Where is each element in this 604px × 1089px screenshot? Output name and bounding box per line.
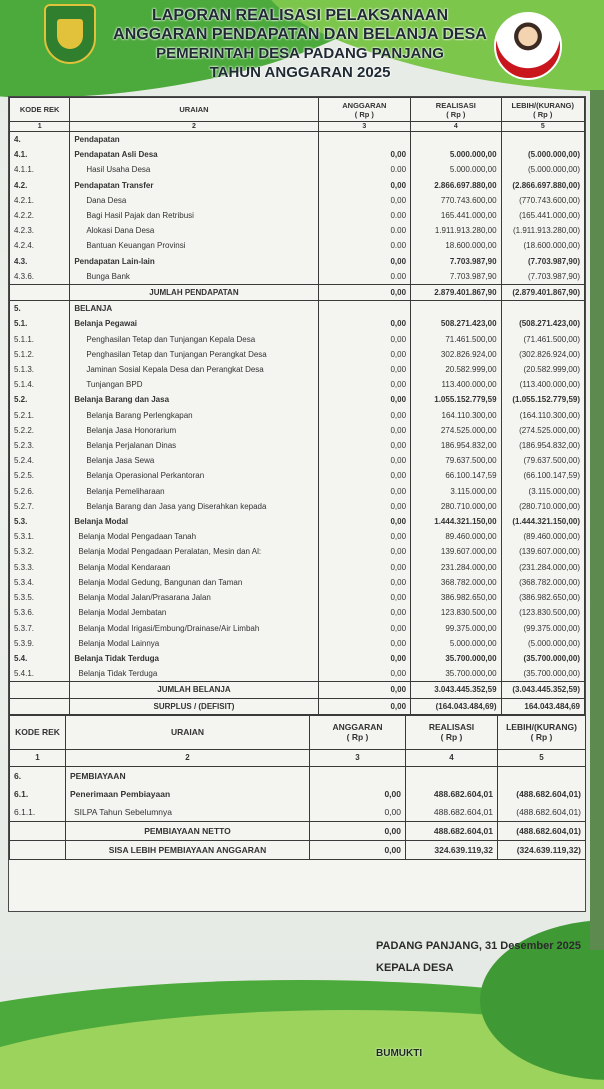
row-budget: 0,00: [318, 651, 410, 666]
header-number-5: 5: [501, 122, 584, 132]
row-budget: [318, 301, 410, 317]
row-budget: 0,00: [318, 316, 410, 331]
table-row: [10, 347, 585, 362]
row-realization: 7.703.987,90: [411, 254, 501, 269]
table-row: [10, 621, 585, 636]
row-difference: (1.055.152.779,59): [501, 392, 584, 407]
row-code: 5.1.: [10, 316, 70, 331]
row-description: PEMBIAYAAN NETTO: [66, 821, 310, 840]
row-budget: 0.00: [318, 269, 410, 285]
table-row: [10, 666, 585, 682]
row-difference: (35.700.000,00): [501, 651, 584, 666]
row-difference: (386.982.650,00): [501, 590, 584, 605]
table-row: [10, 529, 585, 544]
financing-table: [9, 715, 586, 860]
row-budget: 0,00: [318, 666, 410, 682]
row-difference: (18.600.000,00): [501, 238, 584, 253]
row-budget: 0,00: [318, 575, 410, 590]
row-difference: (7.703.987,90): [501, 269, 584, 285]
row-description: Penghasilan Tetap dan Tunjangan Kepala Desa: [70, 332, 318, 347]
row-budget: 0,00: [318, 392, 410, 407]
row-difference: 164.043.484,69: [501, 698, 584, 714]
row-description: JUMLAH BELANJA: [70, 682, 318, 698]
row-difference: (164.110.300,00): [501, 408, 584, 423]
row-code: 4.3.6.: [10, 269, 70, 285]
row-description: Jaminan Sosial Kepala Desa dan Perangkat Desa: [70, 362, 318, 377]
signature-position: KEPALA DESA: [376, 962, 454, 974]
row-realization: 89.460.000,00: [411, 529, 501, 544]
row-difference: (66.100.147,59): [501, 468, 584, 483]
row-description: Penerimaan Pembiayaan: [66, 785, 310, 803]
row-difference: [498, 766, 586, 785]
row-realization: 35.700.000,00: [411, 651, 501, 666]
row-difference: (488.682.604,01): [498, 803, 586, 822]
row-realization: 71.461.500,00: [411, 332, 501, 347]
row-budget: 0,00: [318, 347, 410, 362]
header-anggaran: ANGGARAN ( Rp ): [310, 715, 406, 749]
row-description: Bunga Bank: [70, 269, 318, 285]
total-row: [10, 682, 585, 698]
row-description: BELANJA: [70, 301, 318, 317]
row-difference: (20.582.999,00): [501, 362, 584, 377]
table-row: [10, 803, 586, 822]
table-row: [10, 560, 585, 575]
row-code: 5.1.1.: [10, 332, 70, 347]
row-budget: 0.00: [318, 162, 410, 177]
row-budget: 0,00: [318, 193, 410, 208]
table-row: [10, 651, 585, 666]
table-row: [10, 178, 585, 193]
row-budget: 0,00: [318, 362, 410, 377]
table-row: [10, 162, 585, 177]
row-realization: 2.866.697.880,00: [411, 178, 501, 193]
row-budget: 0,00: [318, 544, 410, 559]
table-row: [10, 408, 585, 423]
row-realization: 3.043.445.352,59: [411, 682, 501, 698]
row-realization: 99.375.000,00: [411, 621, 501, 636]
row-description: Belanja Pemeliharaan: [70, 484, 318, 499]
row-realization: 274.525.000,00: [411, 423, 501, 438]
report-sheet: [8, 96, 586, 912]
row-realization: 231.284.000,00: [411, 560, 501, 575]
row-realization: 164.110.300,00: [411, 408, 501, 423]
row-description: Belanja Barang dan Jasa: [70, 392, 318, 407]
table-row: [10, 147, 585, 162]
table-row: [10, 332, 585, 347]
row-difference: (186.954.832,00): [501, 438, 584, 453]
row-code: 5.3.4.: [10, 575, 70, 590]
row-difference: (231.284.000,00): [501, 560, 584, 575]
row-code: 5.2.5.: [10, 468, 70, 483]
row-difference: (324.639.119,32): [498, 840, 586, 859]
row-budget: [318, 132, 410, 148]
row-code: 5.3.2.: [10, 544, 70, 559]
row-realization: 7.703.987,90: [411, 269, 501, 285]
row-realization: 508.271.423,00: [411, 316, 501, 331]
table-row: [10, 254, 585, 269]
row-budget: 0,00: [310, 785, 406, 803]
row-realization: [411, 301, 501, 317]
row-code: 5.2.4.: [10, 453, 70, 468]
row-realization: 186.954.832,00: [411, 438, 501, 453]
table-row: [10, 484, 585, 499]
row-budget: 0,00: [318, 423, 410, 438]
table-row: [10, 575, 585, 590]
row-description: SISA LEBIH PEMBIAYAAN ANGGARAN: [66, 840, 310, 859]
table-row: [10, 766, 586, 785]
row-code: 4.2.2.: [10, 208, 70, 223]
row-budget: [310, 766, 406, 785]
row-budget: 0,00: [318, 514, 410, 529]
row-code: [10, 698, 70, 714]
table-row: [10, 785, 586, 803]
table-row: [10, 316, 585, 331]
table-row: [10, 544, 585, 559]
row-difference: (5.000.000,00): [501, 147, 584, 162]
table-row: [10, 223, 585, 238]
row-budget: 0,00: [318, 484, 410, 499]
table-row: [10, 499, 585, 514]
row-description: Bantuan Keuangan Provinsi: [70, 238, 318, 253]
row-code: 4.1.1.: [10, 162, 70, 177]
row-difference: (508.271.423,00): [501, 316, 584, 331]
row-code: 4.: [10, 132, 70, 148]
row-difference: (35.700.000,00): [501, 666, 584, 682]
header-anggaran: ANGGARAN ( Rp ): [318, 98, 410, 122]
row-code: 5.4.1.: [10, 666, 70, 682]
row-realization: 3.115.000,00: [411, 484, 501, 499]
table-row: [10, 468, 585, 483]
signature-place-date: PADANG PANJANG, 31 Desember 2025: [376, 940, 582, 952]
row-code: 6.: [10, 766, 66, 785]
row-description: Pendapatan: [70, 132, 318, 148]
row-budget: 0,00: [310, 821, 406, 840]
table-row: [10, 362, 585, 377]
table-row: [10, 269, 585, 285]
surplus-row: [10, 698, 585, 714]
row-difference: (99.375.000,00): [501, 621, 584, 636]
row-description: Belanja Tidak Terduga: [70, 666, 318, 682]
header-kode: KODE REK: [10, 715, 66, 749]
header-number-2: 2: [66, 749, 310, 766]
row-description: Belanja Modal Pengadaan Peralatan, Mesin dan Al:: [70, 544, 318, 559]
row-budget: 0,00: [318, 178, 410, 193]
table-row: [10, 208, 585, 223]
row-budget: 0,00: [318, 377, 410, 392]
row-description: Belanja Modal: [70, 514, 318, 529]
row-budget: 0,00: [310, 803, 406, 822]
row-description: Belanja Pegawai: [70, 316, 318, 331]
total-row: [10, 285, 585, 301]
row-difference: (1.444.321.150,00): [501, 514, 584, 529]
village-head-photo-icon: [494, 12, 562, 80]
row-realization: 20.582.999,00: [411, 362, 501, 377]
row-realization: [406, 766, 498, 785]
row-realization: 165.441.000,00: [411, 208, 501, 223]
row-budget: 0,00: [318, 408, 410, 423]
regency-logo-icon: [44, 4, 96, 64]
row-code: 4.2.: [10, 178, 70, 193]
header-number-5: 5: [498, 749, 586, 766]
silpa-row: [10, 840, 586, 859]
row-description: Belanja Barang dan Jasa yang Diserahkan kepada: [70, 499, 318, 514]
row-realization: [411, 132, 501, 148]
row-description: Pendapatan Asli Desa: [70, 147, 318, 162]
row-realization: 66.100.147,59: [411, 468, 501, 483]
row-realization: 5.000.000,00: [411, 636, 501, 651]
row-realization: 488.682.604,01: [406, 821, 498, 840]
header-realisasi: REALISASI ( Rp ): [406, 715, 498, 749]
row-description: Belanja Tidak Terduga: [70, 651, 318, 666]
table-row: [10, 423, 585, 438]
row-realization: 2.879.401.867,90: [411, 285, 501, 301]
report-title: [100, 6, 500, 82]
row-realization: 280.710.000,00: [411, 499, 501, 514]
row-budget: 0,00: [318, 529, 410, 544]
row-budget: 0.00: [318, 223, 410, 238]
row-description: Belanja Modal Irigasi/Embung/Drainase/Air Limbah: [70, 621, 318, 636]
row-difference: (139.607.000,00): [501, 544, 584, 559]
row-description: Penghasilan Tetap dan Tunjangan Perangkat Desa: [70, 347, 318, 362]
row-code: 5.: [10, 301, 70, 317]
header-realisasi: REALISASI ( Rp ): [411, 98, 501, 122]
row-realization: 488.682.604,01: [406, 785, 498, 803]
table-row: [10, 438, 585, 453]
row-code: [10, 285, 70, 301]
row-code: [10, 840, 66, 859]
header-uraian: URAIAN: [66, 715, 310, 749]
header-kode: KODE REK: [10, 98, 70, 122]
header-lebih: LEBIH/(KURANG) ( Rp ): [501, 98, 584, 122]
row-description: Bagi Hasil Pajak dan Retribusi: [70, 208, 318, 223]
table-row: [10, 301, 585, 317]
header-number-1: 1: [10, 122, 70, 132]
row-difference: (1.911.913.280,00): [501, 223, 584, 238]
row-budget: 0,00: [318, 453, 410, 468]
row-code: 5.3.1.: [10, 529, 70, 544]
row-budget: 0,00: [318, 682, 410, 698]
row-description: Belanja Modal Lainnya: [70, 636, 318, 651]
row-realization: 1.055.152.779,59: [411, 392, 501, 407]
row-description: Pendapatan Lain-lain: [70, 254, 318, 269]
row-code: 5.3.5.: [10, 590, 70, 605]
table-row: [10, 514, 585, 529]
row-description: Tunjangan BPD: [70, 377, 318, 392]
row-budget: 0.00: [318, 208, 410, 223]
row-code: 5.1.4.: [10, 377, 70, 392]
row-budget: 0,00: [318, 468, 410, 483]
table-row: [10, 590, 585, 605]
total-row: [10, 821, 586, 840]
row-realization: 35.700.000,00: [411, 666, 501, 682]
banner-header: [0, 0, 604, 95]
row-realization: 386.982.650,00: [411, 590, 501, 605]
row-realization: 5.000.000,00: [411, 147, 501, 162]
header-number-3: 3: [318, 122, 410, 132]
row-difference: (3.115.000,00): [501, 484, 584, 499]
row-code: 5.4.: [10, 651, 70, 666]
row-difference: (368.782.000,00): [501, 575, 584, 590]
row-difference: (770.743.600,00): [501, 193, 584, 208]
header-lebih: LEBIH/(KURANG) ( Rp ): [498, 715, 586, 749]
row-description: JUMLAH PENDAPATAN: [70, 285, 318, 301]
row-realization: 5.000.000,00: [411, 162, 501, 177]
row-code: 5.3.6.: [10, 605, 70, 620]
row-realization: 18.600.000,00: [411, 238, 501, 253]
row-difference: (488.682.604,01): [498, 785, 586, 803]
row-description: Belanja Barang Perlengkapan: [70, 408, 318, 423]
header-number-1: 1: [10, 749, 66, 766]
row-description: Dana Desa: [70, 193, 318, 208]
title-line-4: TAHUN ANGGARAN 2025: [209, 64, 391, 81]
table-row: [10, 377, 585, 392]
table-row: [10, 193, 585, 208]
row-code: 5.2.2.: [10, 423, 70, 438]
row-realization: 368.782.000,00: [411, 575, 501, 590]
background-strip: [590, 90, 604, 950]
row-difference: (5.000.000,00): [501, 162, 584, 177]
row-difference: (2.879.401.867,90): [501, 285, 584, 301]
row-budget: 0,00: [318, 254, 410, 269]
row-description: SURPLUS / (DEFISIT): [70, 698, 318, 714]
row-code: [10, 682, 70, 698]
realization-table: [9, 97, 585, 715]
row-budget: 0,00: [318, 621, 410, 636]
row-budget: 0,00: [318, 605, 410, 620]
row-realization: 79.637.500,00: [411, 453, 501, 468]
row-difference: (113.400.000,00): [501, 377, 584, 392]
row-code: 5.2.: [10, 392, 70, 407]
row-description: Belanja Modal Pengadaan Tanah: [70, 529, 318, 544]
row-difference: (488.682.604,01): [498, 821, 586, 840]
table-row: [10, 453, 585, 468]
row-description: Alokasi Dana Desa: [70, 223, 318, 238]
row-difference: (302.826.924,00): [501, 347, 584, 362]
row-budget: 0,00: [318, 499, 410, 514]
row-realization: 488.682.604,01: [406, 803, 498, 822]
row-code: 6.1.1.: [10, 803, 66, 822]
row-code: 5.2.7.: [10, 499, 70, 514]
title-line-3: PEMERINTAH DESA PADANG PANJANG: [156, 45, 444, 62]
row-difference: (165.441.000,00): [501, 208, 584, 223]
row-difference: (274.525.000,00): [501, 423, 584, 438]
row-description: PEMBIAYAAN: [66, 766, 310, 785]
row-difference: (280.710.000,00): [501, 499, 584, 514]
row-difference: [501, 132, 584, 148]
row-code: 5.3.9.: [10, 636, 70, 651]
row-code: 5.2.6.: [10, 484, 70, 499]
table-row: [10, 238, 585, 253]
row-code: 4.3.: [10, 254, 70, 269]
row-realization: 324.639.119,32: [406, 840, 498, 859]
row-code: 5.3.3.: [10, 560, 70, 575]
header-number-2: 2: [70, 122, 318, 132]
row-code: 4.1.: [10, 147, 70, 162]
row-difference: (7.703.987,90): [501, 254, 584, 269]
table-row: [10, 132, 585, 148]
row-description: Belanja Modal Gedung, Bangunan dan Taman: [70, 575, 318, 590]
row-description: Belanja Jasa Honorarium: [70, 423, 318, 438]
row-code: 4.2.4.: [10, 238, 70, 253]
header-number-3: 3: [310, 749, 406, 766]
row-realization: (164.043.484,69): [411, 698, 501, 714]
row-code: 5.1.3.: [10, 362, 70, 377]
title-line-2: ANGGARAN PENDAPATAN DAN BELANJA DESA: [113, 26, 487, 43]
header-uraian: URAIAN: [70, 98, 318, 122]
row-realization: 1.444.321.150,00: [411, 514, 501, 529]
footer-tag: BUMUKTI: [376, 1048, 423, 1059]
row-budget: 0,00: [318, 698, 410, 714]
row-budget: 0,00: [318, 147, 410, 162]
row-difference: (2.866.697.880,00): [501, 178, 584, 193]
row-code: 6.1.: [10, 785, 66, 803]
row-code: 5.1.2.: [10, 347, 70, 362]
row-difference: [501, 301, 584, 317]
row-realization: 123.830.500,00: [411, 605, 501, 620]
table-row: [10, 636, 585, 651]
row-realization: 113.400.000,00: [411, 377, 501, 392]
row-code: 5.2.1.: [10, 408, 70, 423]
row-difference: (79.637.500,00): [501, 453, 584, 468]
row-description: Belanja Modal Kendaraan: [70, 560, 318, 575]
row-description: Belanja Modal Jalan/Prasarana Jalan: [70, 590, 318, 605]
row-difference: (71.461.500,00): [501, 332, 584, 347]
row-code: [10, 821, 66, 840]
row-description: Pendapatan Transfer: [70, 178, 318, 193]
row-code: 4.2.3.: [10, 223, 70, 238]
row-budget: 0,00: [318, 590, 410, 605]
row-budget: 0,00: [318, 438, 410, 453]
row-code: 5.3.: [10, 514, 70, 529]
row-description: Belanja Modal Jembatan: [70, 605, 318, 620]
row-description: Belanja Perjalanan Dinas: [70, 438, 318, 453]
row-budget: 0,00: [318, 332, 410, 347]
header-number-4: 4: [406, 749, 498, 766]
row-description: Belanja Jasa Sewa: [70, 453, 318, 468]
row-code: 5.2.3.: [10, 438, 70, 453]
row-code: 4.2.1.: [10, 193, 70, 208]
row-description: SILPA Tahun Sebelumnya: [66, 803, 310, 822]
table-row: [10, 605, 585, 620]
row-code: 5.3.7.: [10, 621, 70, 636]
title-line-1: LAPORAN REALISASI PELAKSANAAN: [151, 7, 448, 24]
row-realization: 1.911.913.280,00: [411, 223, 501, 238]
row-description: Hasil Usaha Desa: [70, 162, 318, 177]
table-row: [10, 392, 585, 407]
row-budget: 0,00: [318, 285, 410, 301]
row-realization: 302.826.924,00: [411, 347, 501, 362]
row-realization: 770.743.600,00: [411, 193, 501, 208]
row-budget: 0.00: [318, 238, 410, 253]
row-budget: 0,00: [318, 636, 410, 651]
row-difference: (89.460.000,00): [501, 529, 584, 544]
row-realization: 139.607.000,00: [411, 544, 501, 559]
row-difference: (123.830.500,00): [501, 605, 584, 620]
row-difference: (3.043.445.352,59): [501, 682, 584, 698]
row-difference: (5.000.000,00): [501, 636, 584, 651]
header-number-4: 4: [411, 122, 501, 132]
row-description: Belanja Operasional Perkantoran: [70, 468, 318, 483]
row-budget: 0,00: [318, 560, 410, 575]
row-budget: 0,00: [310, 840, 406, 859]
